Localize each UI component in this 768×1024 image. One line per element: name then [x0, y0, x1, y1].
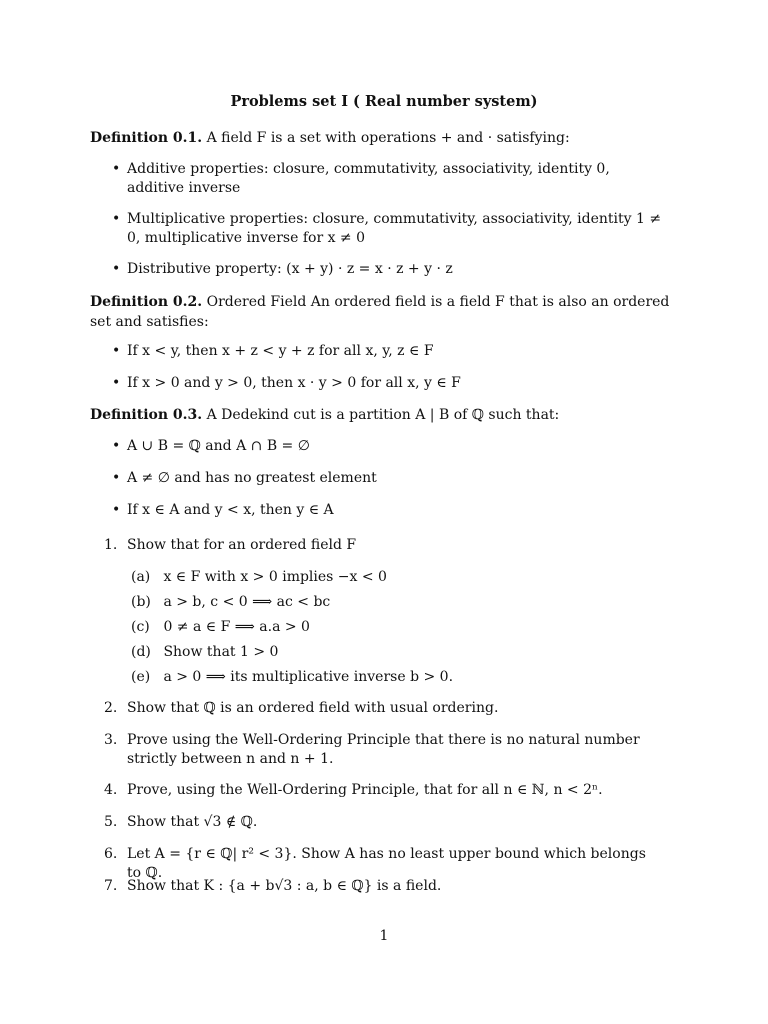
- problem-item: [104, 877, 664, 896]
- subitem: [131, 593, 631, 612]
- definition-0-3: [90, 405, 670, 425]
- subitem-label: (c): [131, 619, 150, 635]
- problem-text: Show that ℚ is an ordered field with usual ordering.: [127, 700, 499, 716]
- problem-item: [104, 813, 664, 832]
- problem-text: Let A = {r ∈ ℚ| r² < 3}. Show A has no least upper bound which belongs to ℚ.: [127, 846, 646, 881]
- problem-number: 4.: [104, 782, 118, 798]
- bullet-icon: •: [112, 261, 121, 277]
- problem-item: [104, 699, 664, 718]
- problem-text: Show that K : {a + b√3 : a, b ∈ ℚ} is a field.: [127, 878, 442, 894]
- subitem-text: Show that 1 > 0: [163, 644, 279, 660]
- definition-label: Definition 0.1.: [90, 130, 203, 146]
- bullet-text: Additive properties: closure, commutativity, associativity, identity 0, additive inverse: [127, 161, 610, 196]
- subitem-label: (e): [131, 669, 151, 685]
- bullet-icon: •: [112, 470, 121, 486]
- problem-item: [104, 731, 664, 769]
- bullet-item: [112, 160, 662, 198]
- page-number: 1: [379, 928, 389, 944]
- bullet-item: [112, 469, 662, 488]
- definition-text: A field F is a set with operations + and · satisfying:: [206, 130, 570, 146]
- definition-label: Definition 0.3.: [90, 407, 203, 423]
- problem-number: 1.: [104, 537, 118, 553]
- problem-text: Prove, using the Well-Ordering Principle, that for all n ∈ ℕ, n < 2ⁿ.: [127, 782, 603, 798]
- subitem-text: a > b, c < 0 ⟹ ac < bc: [163, 594, 331, 610]
- bullet-icon: •: [112, 161, 121, 177]
- bullet-text: Distributive property: (x + y) · z = x · z + y · z: [127, 261, 453, 277]
- definition-text: A Dedekind cut is a partition A | B of ℚ such that:: [206, 407, 560, 423]
- bullet-text: A ∪ B = ℚ and A ∩ B = ∅: [127, 438, 310, 454]
- subitem-label: (b): [131, 594, 151, 610]
- problem-number: 5.: [104, 814, 118, 830]
- bullet-item: [112, 342, 662, 361]
- problem-number: 6.: [104, 846, 118, 862]
- problem-number: 7.: [104, 878, 118, 894]
- bullet-icon: •: [112, 438, 121, 454]
- bullet-item: [112, 374, 662, 393]
- subitem: [131, 668, 631, 687]
- bullet-text: A ≠ ∅ and has no greatest element: [127, 470, 377, 486]
- subitem: [131, 618, 631, 637]
- bullet-text: If x ∈ A and y < x, then y ∈ A: [127, 502, 334, 518]
- bullet-text: If x > 0 and y > 0, then x · y > 0 for all x, y ∈ F: [127, 375, 461, 391]
- definition-text: Ordered Field An ordered field is a field F that is also an ordered set and satisfies:: [90, 294, 670, 330]
- subitem-text: a > 0 ⟹ its multiplicative inverse b > 0.: [163, 669, 454, 685]
- bullet-item: [112, 501, 662, 520]
- subitem-label: (d): [131, 644, 151, 660]
- subitem-label: (a): [131, 569, 151, 585]
- bullet-icon: •: [112, 211, 121, 227]
- subitem: [131, 568, 631, 587]
- problem-text: Show that for an ordered field F: [127, 537, 357, 553]
- problem-text: Show that √3 ∉ ℚ.: [127, 814, 258, 830]
- problem-item: [104, 781, 664, 800]
- subitem: [131, 643, 631, 662]
- subitem-text: 0 ≠ a ∈ F ⟹ a.a > 0: [163, 619, 310, 635]
- definition-0-1: [90, 128, 670, 148]
- bullet-icon: •: [112, 375, 121, 391]
- problem-number: 2.: [104, 700, 118, 716]
- bullet-item: [112, 437, 662, 456]
- bullet-item: [112, 210, 662, 248]
- bullet-icon: •: [112, 343, 121, 359]
- page-title: Problems set I ( Real number system): [230, 93, 538, 110]
- definition-0-2: [90, 292, 670, 332]
- problem-number: 3.: [104, 732, 118, 748]
- bullet-item: [112, 260, 662, 279]
- problem-item: [104, 536, 664, 555]
- problem-text: Prove using the Well-Ordering Principle that there is no natural number strictly between n and n + 1.: [127, 732, 640, 767]
- subitem-text: x ∈ F with x > 0 implies −x < 0: [163, 569, 387, 585]
- bullet-icon: •: [112, 502, 121, 518]
- definition-label: Definition 0.2.: [90, 294, 203, 310]
- bullet-text: If x < y, then x + z < y + z for all x, y, z ∈ F: [127, 343, 434, 359]
- bullet-text: Multiplicative properties: closure, commutativity, associativity, identity 1 ≠ 0, multiplicative inverse for x ≠ 0: [127, 211, 662, 246]
